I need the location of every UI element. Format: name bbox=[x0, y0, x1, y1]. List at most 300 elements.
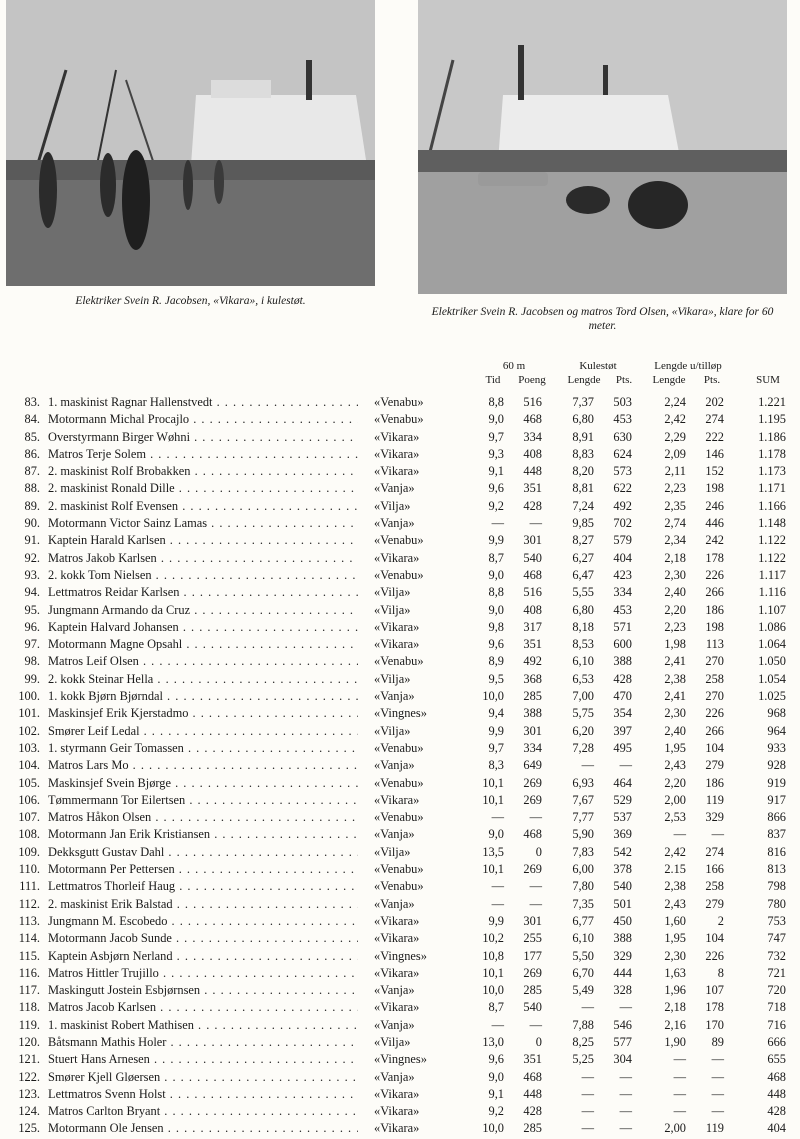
shot-put-length: 6,77 bbox=[572, 913, 594, 928]
total-sum: 837 bbox=[767, 827, 786, 842]
table-row bbox=[0, 861, 800, 878]
participant-name: Matros Jakob Karlsen . . . bbox=[48, 550, 358, 567]
table-row bbox=[0, 809, 800, 826]
rank-number: 98. bbox=[24, 654, 40, 669]
long-jump-points: 186 bbox=[705, 775, 724, 790]
shot-put-length: 6,10 bbox=[572, 654, 594, 669]
total-sum: 1.025 bbox=[758, 689, 786, 704]
rank-number: 114. bbox=[18, 931, 40, 946]
shot-put-points: 334 bbox=[613, 585, 632, 600]
points-60m: 334 bbox=[523, 429, 542, 444]
ship-name: «Vanja» bbox=[374, 758, 415, 773]
total-sum: 1.178 bbox=[758, 446, 786, 461]
time-60m: 9,3 bbox=[488, 446, 504, 461]
shot-put-length: 8,25 bbox=[572, 1034, 594, 1049]
shot-put-length: — bbox=[581, 1086, 594, 1101]
ship-name: «Vanja» bbox=[374, 896, 415, 911]
long-jump-length: 2,35 bbox=[664, 498, 686, 513]
long-jump-points: 8 bbox=[717, 965, 724, 980]
time-60m: 9,0 bbox=[488, 602, 504, 617]
total-sum: 448 bbox=[767, 1086, 786, 1101]
header-60m: 60 m bbox=[502, 360, 526, 372]
table-row bbox=[0, 480, 800, 497]
shot-put-points: 529 bbox=[613, 792, 632, 807]
total-sum: 732 bbox=[767, 948, 786, 963]
shot-put-length: 6,80 bbox=[572, 412, 594, 427]
shot-put-length: 9,85 bbox=[572, 516, 594, 531]
long-jump-length: 2,30 bbox=[664, 567, 686, 582]
shot-put-points: 388 bbox=[613, 931, 632, 946]
total-sum: 1.195 bbox=[758, 412, 786, 427]
total-sum: 747 bbox=[767, 931, 786, 946]
participant-name: Matros Jacob Karlsen . . . bbox=[48, 999, 358, 1016]
long-jump-points: 226 bbox=[705, 706, 724, 721]
ship-name: «Vikara» bbox=[374, 446, 420, 461]
time-60m: 9,9 bbox=[488, 723, 504, 738]
shot-put-length: 6,93 bbox=[572, 775, 594, 790]
shot-put-points: 404 bbox=[613, 550, 632, 565]
table-row bbox=[0, 394, 800, 411]
total-sum: 404 bbox=[767, 1121, 786, 1136]
participant-name: Båtsmann Mathis Holer . . . bbox=[48, 1034, 358, 1051]
participant-name: Jungmann M. Escobedo . . . bbox=[48, 913, 358, 930]
participant-name: Motormann Jan Erik Kristiansen . . . bbox=[48, 826, 358, 843]
ship-name: «Vilja» bbox=[374, 671, 411, 686]
points-60m: 285 bbox=[523, 1121, 542, 1136]
long-jump-length: 2,38 bbox=[664, 671, 686, 686]
long-jump-points: 202 bbox=[705, 395, 724, 409]
shot-put-length: 8,20 bbox=[572, 464, 594, 479]
shot-put-length: — bbox=[581, 1000, 594, 1015]
ship-name: «Venabu» bbox=[374, 412, 424, 427]
table-row bbox=[0, 498, 800, 515]
table-row bbox=[0, 740, 800, 757]
long-jump-length: 2,40 bbox=[664, 585, 686, 600]
participant-name: Motormann Magne Opsahl . . . bbox=[48, 636, 358, 653]
time-60m: 10,1 bbox=[482, 792, 504, 807]
shot-put-length: 5,55 bbox=[572, 585, 594, 600]
ship-name: «Vilja» bbox=[374, 1034, 411, 1049]
points-60m: 317 bbox=[523, 619, 542, 634]
total-sum: 716 bbox=[767, 1017, 786, 1032]
table-row bbox=[0, 948, 800, 965]
rank-number: 105. bbox=[18, 775, 40, 790]
ship-name: «Venabu» bbox=[374, 395, 424, 409]
shot-put-length: 7,24 bbox=[572, 498, 594, 513]
total-sum: 1.107 bbox=[758, 602, 786, 617]
points-60m: 368 bbox=[523, 671, 542, 686]
participant-name: Lettmatros Svenn Holst . . . bbox=[48, 1086, 358, 1103]
shot-put-points: 573 bbox=[613, 464, 632, 479]
time-60m: 13,0 bbox=[482, 1034, 504, 1049]
rank-number: 101. bbox=[18, 706, 40, 721]
shot-put-length: 6,00 bbox=[572, 862, 594, 877]
header-kulestot: Kulestøt bbox=[579, 360, 617, 372]
total-sum: 666 bbox=[767, 1034, 786, 1049]
time-60m: 10,2 bbox=[482, 931, 504, 946]
long-jump-points: 258 bbox=[705, 879, 724, 894]
participant-name: 2. kokk Tom Nielsen . . . bbox=[48, 567, 358, 584]
long-jump-length: — bbox=[673, 1069, 686, 1084]
rank-number: 85. bbox=[24, 429, 40, 444]
points-60m: 408 bbox=[523, 446, 542, 461]
long-jump-points: 279 bbox=[705, 758, 724, 773]
points-60m: — bbox=[529, 516, 542, 531]
total-sum: 1.186 bbox=[758, 429, 786, 444]
long-jump-length: 2,00 bbox=[664, 792, 686, 807]
points-60m: 468 bbox=[523, 827, 542, 842]
points-60m: 351 bbox=[523, 637, 542, 652]
long-jump-length: 2,09 bbox=[664, 446, 686, 461]
time-60m: — bbox=[491, 879, 504, 894]
total-sum: 428 bbox=[767, 1104, 786, 1119]
shot-put-length: 8,91 bbox=[572, 429, 594, 444]
rank-number: 113. bbox=[18, 913, 40, 928]
rank-number: 84. bbox=[24, 412, 40, 427]
rank-number: 86. bbox=[24, 446, 40, 461]
points-60m: 468 bbox=[523, 412, 542, 427]
table-row bbox=[0, 896, 800, 913]
time-60m: 8,8 bbox=[488, 395, 504, 409]
shot-put-points: — bbox=[619, 758, 632, 773]
shot-put-points: 428 bbox=[613, 671, 632, 686]
points-60m: 301 bbox=[523, 533, 542, 548]
table-row bbox=[0, 688, 800, 705]
table-row bbox=[0, 602, 800, 619]
long-jump-length: 2,41 bbox=[664, 689, 686, 704]
shot-put-points: — bbox=[619, 1121, 632, 1136]
total-sum: 798 bbox=[767, 879, 786, 894]
long-jump-length: 1,63 bbox=[664, 965, 686, 980]
long-jump-length: 1,95 bbox=[664, 740, 686, 755]
shot-put-length: 7,28 bbox=[572, 740, 594, 755]
participant-name: Maskinsjef Svein Bjørge . . . bbox=[48, 775, 358, 792]
table-row bbox=[0, 550, 800, 567]
total-sum: 720 bbox=[767, 983, 786, 998]
ship-name: «Vanja» bbox=[374, 481, 415, 496]
points-60m: 0 bbox=[535, 844, 542, 859]
ship-name: «Vikara» bbox=[374, 965, 420, 980]
time-60m: 9,6 bbox=[488, 481, 504, 496]
shot-put-points: 464 bbox=[613, 775, 632, 790]
time-60m: 10,8 bbox=[482, 948, 504, 963]
participant-name: 2. kokk Steinar Hella . . . bbox=[48, 671, 358, 688]
caption-right: Elektriker Svein R. Jacobsen og matros Tord Olsen, «Vikara», klare for 60 meter. bbox=[431, 306, 774, 332]
total-sum: 1.116 bbox=[758, 585, 786, 600]
long-jump-length: 2,18 bbox=[664, 550, 686, 565]
time-60m: 10,0 bbox=[482, 689, 504, 704]
time-60m: 10,0 bbox=[482, 983, 504, 998]
points-60m: 540 bbox=[523, 1000, 542, 1015]
shot-put-points: 423 bbox=[613, 567, 632, 582]
long-jump-points: 270 bbox=[705, 654, 724, 669]
shot-put-points: — bbox=[619, 1069, 632, 1084]
long-jump-length: 2.15 bbox=[664, 862, 686, 877]
ship-name: «Vikara» bbox=[374, 792, 420, 807]
table-row bbox=[0, 619, 800, 636]
total-sum: 919 bbox=[767, 775, 786, 790]
shot-put-length: 7,35 bbox=[572, 896, 594, 911]
shot-put-points: 495 bbox=[613, 740, 632, 755]
shot-put-points: 600 bbox=[613, 637, 632, 652]
shot-put-points: — bbox=[619, 1086, 632, 1101]
table-row bbox=[0, 705, 800, 722]
ship-name: «Vanja» bbox=[374, 983, 415, 998]
shot-put-length: — bbox=[581, 1069, 594, 1084]
table-row bbox=[0, 844, 800, 861]
time-60m: 8,3 bbox=[488, 758, 504, 773]
points-60m: 540 bbox=[523, 550, 542, 565]
long-jump-length: 2,34 bbox=[664, 533, 686, 548]
long-jump-length: 2,20 bbox=[664, 775, 686, 790]
participant-name: Matros Leif Olsen . . . bbox=[48, 653, 358, 670]
table-row bbox=[0, 930, 800, 947]
time-60m: 9,6 bbox=[488, 637, 504, 652]
points-60m: 301 bbox=[523, 913, 542, 928]
participant-name: Kaptein Harald Karlsen . . . bbox=[48, 532, 358, 549]
shot-put-points: 444 bbox=[613, 965, 632, 980]
time-60m: 10,1 bbox=[482, 775, 504, 790]
long-jump-length: 2,00 bbox=[664, 1121, 686, 1136]
total-sum: 1.122 bbox=[758, 550, 786, 565]
photo-shot-put-drawing bbox=[6, 0, 375, 286]
time-60m: — bbox=[491, 810, 504, 825]
rank-number: 117. bbox=[18, 983, 40, 998]
ship-name: «Venabu» bbox=[374, 654, 424, 669]
long-jump-length: 2,16 bbox=[664, 1017, 686, 1032]
long-jump-points: 104 bbox=[705, 931, 724, 946]
table-row bbox=[0, 463, 800, 480]
table-row bbox=[0, 826, 800, 843]
participant-name: Motormann Jacob Sunde . . . bbox=[48, 930, 358, 947]
time-60m: 10,1 bbox=[482, 862, 504, 877]
long-jump-points: 266 bbox=[705, 585, 724, 600]
rank-number: 96. bbox=[24, 619, 40, 634]
long-jump-length: 2,42 bbox=[664, 412, 686, 427]
time-60m: 8,8 bbox=[488, 585, 504, 600]
long-jump-points: 258 bbox=[705, 671, 724, 686]
time-60m: 13,5 bbox=[482, 844, 504, 859]
participant-name: Motormann Victor Sainz Lamas . . . bbox=[48, 515, 358, 532]
shot-put-length: 5,49 bbox=[572, 983, 594, 998]
header-poeng: Poeng bbox=[518, 374, 546, 386]
header-sum: SUM bbox=[756, 374, 780, 386]
shot-put-length: 6,53 bbox=[572, 671, 594, 686]
rank-number: 100. bbox=[18, 689, 40, 704]
ship-name: «Vikara» bbox=[374, 429, 420, 444]
long-jump-points: 270 bbox=[705, 689, 724, 704]
rank-number: 89. bbox=[24, 498, 40, 513]
ship-name: «Vikara» bbox=[374, 1086, 420, 1101]
participant-name: Matros Carlton Bryant . . . bbox=[48, 1103, 358, 1120]
points-60m: 285 bbox=[523, 689, 542, 704]
table-row bbox=[0, 671, 800, 688]
ship-name: «Vikara» bbox=[374, 1000, 420, 1015]
ship-name: «Vikara» bbox=[374, 1104, 420, 1119]
time-60m: 9,0 bbox=[488, 567, 504, 582]
long-jump-length: 2,18 bbox=[664, 1000, 686, 1015]
total-sum: 721 bbox=[767, 965, 786, 980]
long-jump-length: — bbox=[673, 1052, 686, 1067]
participant-name: Stuert Hans Arnesen . . . bbox=[48, 1051, 358, 1068]
shot-put-points: 546 bbox=[613, 1017, 632, 1032]
long-jump-points: 152 bbox=[705, 464, 724, 479]
long-jump-length: 2,30 bbox=[664, 706, 686, 721]
shot-put-length: 7,67 bbox=[572, 792, 594, 807]
rank-number: 123. bbox=[18, 1086, 40, 1101]
shot-put-points: 397 bbox=[613, 723, 632, 738]
rank-number: 107. bbox=[18, 810, 40, 825]
points-60m: — bbox=[529, 896, 542, 911]
long-jump-length: 2,42 bbox=[664, 844, 686, 859]
long-jump-points: 2 bbox=[717, 913, 724, 928]
long-jump-points: 198 bbox=[705, 481, 724, 496]
ship-name: «Vilja» bbox=[374, 585, 411, 600]
shot-put-points: 577 bbox=[613, 1034, 632, 1049]
participant-name: Kaptein Halvard Johansen . . . bbox=[48, 619, 358, 636]
total-sum: 1.064 bbox=[758, 637, 786, 652]
ship-name: «Vanja» bbox=[374, 827, 415, 842]
total-sum: 655 bbox=[767, 1052, 786, 1067]
total-sum: 1.117 bbox=[758, 567, 786, 582]
long-jump-points: 178 bbox=[705, 550, 724, 565]
points-60m: 428 bbox=[523, 498, 542, 513]
rank-number: 112. bbox=[18, 896, 40, 911]
shot-put-length: 6,10 bbox=[572, 931, 594, 946]
time-60m: 9,1 bbox=[488, 1086, 504, 1101]
participant-name: Kaptein Asbjørn Nerland . . . bbox=[48, 948, 358, 965]
participant-name: Motormann Michal Procajlo . . . bbox=[48, 411, 358, 428]
points-60m: 269 bbox=[523, 965, 542, 980]
time-60m: 9,2 bbox=[488, 1104, 504, 1119]
shot-put-points: 702 bbox=[613, 516, 632, 531]
participant-name: Tømmermann Tor Eilertsen . . . bbox=[48, 792, 358, 809]
long-jump-length: 2,29 bbox=[664, 429, 686, 444]
participant-name: 1. maskinist Robert Mathisen . . . bbox=[48, 1017, 358, 1034]
table-row bbox=[0, 878, 800, 895]
ship-name: «Venabu» bbox=[374, 810, 424, 825]
ship-name: «Vingnes» bbox=[374, 1052, 427, 1067]
total-sum: 753 bbox=[767, 913, 786, 928]
table-row bbox=[0, 584, 800, 601]
points-60m: — bbox=[529, 879, 542, 894]
ship-name: «Vanja» bbox=[374, 689, 415, 704]
total-sum: 1.054 bbox=[758, 671, 786, 686]
shot-put-points: 354 bbox=[613, 706, 632, 721]
shot-put-points: 624 bbox=[613, 446, 632, 461]
points-60m: 255 bbox=[523, 931, 542, 946]
photo-shot-put bbox=[6, 0, 375, 286]
rank-number: 87. bbox=[24, 464, 40, 479]
points-60m: 351 bbox=[523, 1052, 542, 1067]
shot-put-length: 5,25 bbox=[572, 1052, 594, 1067]
shot-put-points: — bbox=[619, 1000, 632, 1015]
table-row bbox=[0, 567, 800, 584]
table-row bbox=[0, 1120, 800, 1137]
ship-name: «Vanja» bbox=[374, 516, 415, 531]
rank-number: 103. bbox=[18, 740, 40, 755]
shot-put-points: 571 bbox=[613, 619, 632, 634]
long-jump-length: 2,24 bbox=[664, 395, 686, 409]
total-sum: 813 bbox=[767, 862, 786, 877]
ship-name: «Venabu» bbox=[374, 740, 424, 755]
shot-put-points: 542 bbox=[613, 844, 632, 859]
time-60m: 8,9 bbox=[488, 654, 504, 669]
shot-put-points: 470 bbox=[613, 689, 632, 704]
long-jump-points: 329 bbox=[705, 810, 724, 825]
ship-name: «Venabu» bbox=[374, 862, 424, 877]
header-kulestot-lengde: Lengde bbox=[567, 374, 601, 386]
participant-name: Matros Hittler Trujillo . . . bbox=[48, 965, 358, 982]
table-row bbox=[0, 1051, 800, 1068]
results-table bbox=[0, 394, 800, 1138]
shot-put-length: 7,37 bbox=[572, 395, 594, 409]
long-jump-points: 89 bbox=[711, 1034, 724, 1049]
shot-put-points: 388 bbox=[613, 654, 632, 669]
time-60m: 9,7 bbox=[488, 429, 504, 444]
photo-60-meter-start bbox=[418, 0, 787, 294]
ship-name: «Vilja» bbox=[374, 844, 411, 859]
table-row bbox=[0, 532, 800, 549]
ship-name: «Vilja» bbox=[374, 498, 411, 513]
long-jump-points: — bbox=[711, 1086, 724, 1101]
shot-put-length: 7,83 bbox=[572, 844, 594, 859]
points-60m: 468 bbox=[523, 1069, 542, 1084]
time-60m: 9,0 bbox=[488, 1069, 504, 1084]
participant-name: Motormann Ole Jensen . . . bbox=[48, 1120, 358, 1137]
table-row bbox=[0, 792, 800, 809]
long-jump-points: — bbox=[711, 1052, 724, 1067]
long-jump-length: 2,23 bbox=[664, 619, 686, 634]
time-60m: 9,0 bbox=[488, 827, 504, 842]
participant-name: Dekksgutt Gustav Dahl . . . bbox=[48, 844, 358, 861]
time-60m: 9,6 bbox=[488, 1052, 504, 1067]
long-jump-length: 2,43 bbox=[664, 758, 686, 773]
long-jump-points: 186 bbox=[705, 602, 724, 617]
points-60m: 0 bbox=[535, 1034, 542, 1049]
ship-name: «Venabu» bbox=[374, 879, 424, 894]
time-60m: 9,8 bbox=[488, 619, 504, 634]
long-jump-length: 2,30 bbox=[664, 948, 686, 963]
participant-name: Matros Terje Solem . . . bbox=[48, 446, 358, 463]
table-row bbox=[0, 1086, 800, 1103]
participant-name: Lettmatros Thorleif Haug . . . bbox=[48, 878, 358, 895]
shot-put-points: 304 bbox=[613, 1052, 632, 1067]
participant-name: 1. styrmann Geir Tomassen . . . bbox=[48, 740, 358, 757]
ship-name: «Vingnes» bbox=[374, 948, 427, 963]
table-row bbox=[0, 446, 800, 463]
ship-name: «Vanja» bbox=[374, 1069, 415, 1084]
rank-number: 93. bbox=[24, 567, 40, 582]
ship-name: «Vikara» bbox=[374, 464, 420, 479]
points-60m: 334 bbox=[523, 740, 542, 755]
rank-number: 92. bbox=[24, 550, 40, 565]
participant-name: 2. maskinist Ronald Dille . . . bbox=[48, 480, 358, 497]
time-60m: 8,7 bbox=[488, 1000, 504, 1015]
ship-name: «Vingnes» bbox=[374, 706, 427, 721]
rank-number: 110. bbox=[18, 862, 40, 877]
time-60m: 9,9 bbox=[488, 913, 504, 928]
long-jump-length: 2,74 bbox=[664, 516, 686, 531]
time-60m: 9,4 bbox=[488, 706, 504, 721]
participant-name: 2. maskinist Rolf Brobakken . . . bbox=[48, 463, 358, 480]
rank-number: 88. bbox=[24, 481, 40, 496]
long-jump-length: 2,43 bbox=[664, 896, 686, 911]
long-jump-points: 146 bbox=[705, 446, 724, 461]
total-sum: 1.086 bbox=[758, 619, 786, 634]
shot-put-points: 453 bbox=[613, 412, 632, 427]
long-jump-points: 170 bbox=[705, 1017, 724, 1032]
